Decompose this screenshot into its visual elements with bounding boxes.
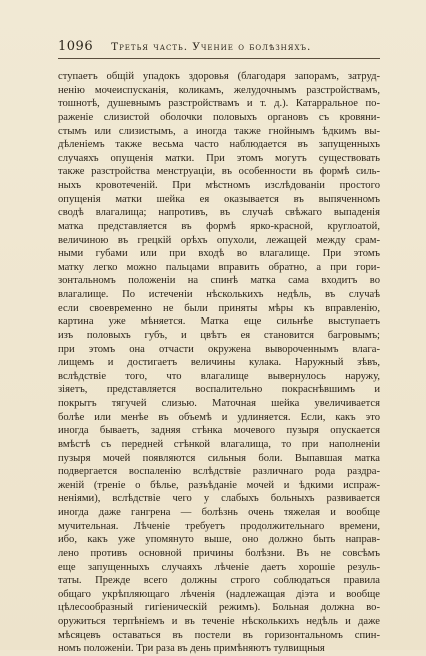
text-line: также разстройства менструаціи, въ особенности въ формѣ силь- xyxy=(58,166,380,178)
page-header xyxy=(58,39,378,57)
text-line: если своевременно не были приняты мѣры къ вправленію, xyxy=(58,302,380,314)
text-line: зіяетъ, представляется воспалительно покраснѣвшимъ и xyxy=(58,384,380,396)
text-line: подвергается воспаленію вслѣдствіе различнаго рода раздра- xyxy=(58,466,380,478)
text-line: матку легко можно пальцами вправить обратно, а при гори- xyxy=(58,261,380,273)
text-line: покрытъ тягучей слизью. Маточная шейка увеличивается xyxy=(58,398,380,409)
text-line: опущенія матки шейка ея оказывается въ выпяченномъ xyxy=(58,193,380,205)
text-line: матка представляется въ формѣ ярко-красной, круглоатой, xyxy=(58,220,380,232)
text-line: картина уже мѣняется. Матка еще сильнѣе выступаетъ xyxy=(58,316,380,328)
text-line: вслѣдствіе того, что влагалище вывернулось наружу, xyxy=(58,370,380,382)
text-line: дѣленіемъ также весьма часто наблюдается въ запущенныхъ xyxy=(58,139,380,151)
text-line: женій (треніе о бѣлье, разъѣданіе мочей и ѣдкими испраж- xyxy=(58,479,380,491)
page-number: 1096 xyxy=(58,39,94,54)
text-line: лено противъ основной причины болѣзни. Въ не совсѣмъ xyxy=(58,547,380,559)
text-line: вмѣстѣ съ передней стѣнкой влагалища, то при наполненіи xyxy=(58,438,380,450)
text-line: общаго укрѣпляющаго лѣченія (надлежащая діэта и вообще xyxy=(58,588,380,600)
text-line: мѣсяцевъ оставаться въ постели въ горизонтальномъ спин- xyxy=(58,629,380,641)
text-line: раженіе слизистой оболочки половыхъ органовъ съ кровяни- xyxy=(58,111,380,123)
text-line: еще запущенныхъ случаяхъ лѣченіе даетъ хорошіе резуль- xyxy=(58,561,380,573)
body-text xyxy=(58,70,380,655)
text-line: иногда бываетъ, задняя стѣнка мочевого пузыря опускается xyxy=(58,425,380,437)
text-line: мучительная. Лѣченіе требуетъ продолжительнаго времени, xyxy=(58,520,380,532)
running-head: Третья часть. Учение о болѣзняхъ. xyxy=(111,41,312,53)
text-line: лищемъ и достигаетъ величины кулака. Наружный зѣвъ, xyxy=(58,357,380,369)
text-line: ныхъ кровотеченій. При мѣстномъ изслѣдованіи простого xyxy=(58,180,380,191)
text-line: пузыря мочей появляются сильныя боли. Выпавшая матка xyxy=(58,452,380,464)
text-line: ибо, какъ уже упомянуто выше, оно должно быть направ- xyxy=(58,534,380,546)
text-line: оружиться терпѣніемъ и въ теченіе нѣсколькихъ недѣль и даже xyxy=(58,616,380,627)
text-line: случаяхъ опущенія матки. При этомъ могутъ существовать xyxy=(58,152,380,164)
text-line: цѣлесообразный гигіеническій режимъ). Больная должна во- xyxy=(58,602,380,614)
text-line: изъ половыхъ губъ, и цвѣтъ ея становится багровымъ; xyxy=(58,329,380,341)
text-line: сводѣ влагалища; напротивъ, въ случаѣ свѣжаго выпаденія xyxy=(58,207,380,219)
text-line: величиною въ грецкій орѣхъ опухоли, лежащей между срам- xyxy=(58,234,380,246)
text-line: ненію мочеиспусканія, коликамъ, желудочнымъ разстройствамъ, xyxy=(58,84,380,96)
text-line: стымъ или слизистымъ, а иногда также гнойнымъ ѣдкимъ вы- xyxy=(58,125,380,137)
text-line: неніями), вслѣдствіе чего у слабыхъ больныхъ развивается xyxy=(58,493,380,505)
text-line: при этомъ она отчасти окружена вывороченнымъ влага- xyxy=(58,343,380,355)
text-line: таты. Прежде всего должны строго соблюдаться правила xyxy=(58,575,380,587)
text-line: болѣе или менѣе въ объемѣ и удлиняется. Если, какъ это xyxy=(58,411,380,423)
text-line: ными губами или при входѣ во влагалище. При этомъ xyxy=(58,248,380,260)
text-line: номъ положеніи. Три раза въ день примѣняютъ тулвищныя xyxy=(58,643,325,655)
text-line: ступаетъ общій упадокъ здоровья (благодаря запорамъ, затруд- xyxy=(58,71,380,82)
header-rule xyxy=(58,58,380,59)
text-line: влагалище. По истеченіи нѣсколькихъ недѣль, въ случаѣ xyxy=(58,289,380,300)
text-line: тошнотѣ, душевнымъ разстройствамъ и т. д.). Катарральное по- xyxy=(58,98,380,110)
text-line: иногда даже гангрена — болѣзнь очень тяжелая и вообще xyxy=(58,507,380,518)
text-line: зонтальномъ положеніи на спинѣ матка сама входитъ во xyxy=(58,275,380,287)
